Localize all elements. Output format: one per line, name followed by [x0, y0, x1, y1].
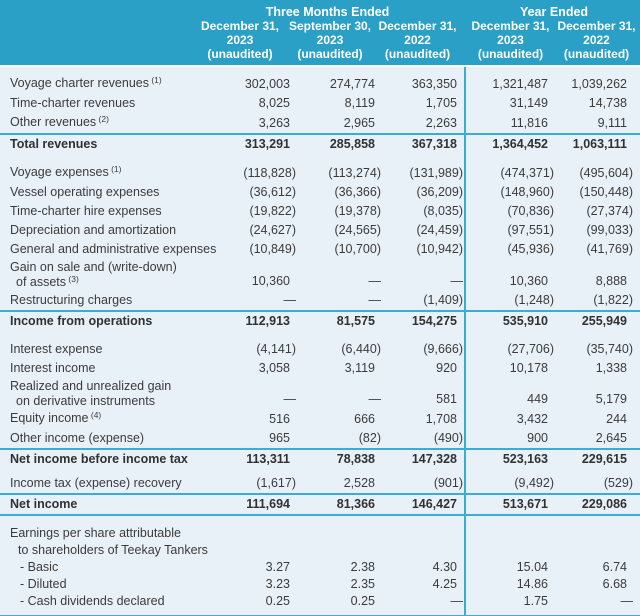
table-row-interest-income: [0, 359, 640, 378]
value-cell: —: [283, 293, 296, 307]
value-cell: 15.04: [516, 560, 548, 574]
row-spacer: [0, 331, 640, 340]
footnote-marker: (1): [108, 163, 122, 174]
footnote-marker: (1): [148, 74, 162, 85]
value-cell: (19,378): [334, 204, 381, 218]
table-row-time-charter-revenues: [0, 94, 640, 113]
value-cell: 2.38: [350, 560, 375, 574]
value-cell: 363,350: [411, 77, 457, 91]
value-cell: 3,432: [516, 412, 548, 426]
value-cell: (113,274): [328, 166, 381, 180]
row-label: Interest expense: [10, 342, 103, 356]
row-label: Income from operations: [10, 314, 153, 328]
value-cell: 8,888: [595, 274, 627, 288]
value-cell: 3.27: [265, 560, 290, 574]
value-cell: (1,617): [256, 476, 296, 490]
column-group-three-months-ended: Three Months Ended: [265, 5, 390, 19]
value-cell: 2,263: [425, 116, 457, 130]
value-cell: 244: [606, 412, 627, 426]
value-cell: 5,179: [595, 392, 627, 406]
value-cell: (19,822): [249, 204, 296, 218]
row-label: Voyage expenses $^{(1)}$: [10, 163, 122, 179]
row-spacer: [0, 516, 640, 525]
table-row-eps-diluted: [0, 576, 640, 593]
value-cell: 2,645: [595, 431, 627, 445]
value-cell: 965: [269, 431, 290, 445]
value-cell: 666: [354, 412, 375, 426]
value-cell: 1.75: [523, 594, 548, 608]
value-cell: (4,141): [256, 342, 296, 356]
value-cell: 1,321,487: [492, 77, 548, 91]
row-label: Voyage charter revenues $^{(1)}$: [10, 74, 162, 90]
table-row-realized-unrealized-gain-derivative-instruments: [0, 378, 640, 409]
value-cell: (27,706): [507, 342, 554, 356]
table-row-gain-on-sale-write-down-of-assets: [0, 259, 640, 291]
value-cell: 255,949: [581, 314, 627, 328]
value-cell: (529): [603, 476, 633, 490]
table-row-cash-dividends-declared: [0, 593, 640, 610]
row-label: General and administrative expenses: [10, 242, 217, 256]
table-row-interest-expense: [0, 340, 640, 359]
row-label: Vessel operating expenses: [10, 185, 160, 199]
footnote-marker: (4): [88, 409, 102, 420]
value-cell: —: [368, 293, 381, 307]
value-cell: —: [450, 594, 463, 608]
value-cell: —: [450, 274, 463, 288]
row-label: Net income: [10, 497, 78, 511]
row-label: Total revenues: [10, 137, 98, 151]
table-header: [0, 0, 640, 67]
value-cell: (490): [433, 431, 463, 445]
table-row-vessel-operating-expenses: [0, 183, 640, 202]
value-cell: (99,033): [586, 223, 633, 237]
row-label: Realized and unrealized gain on derivative instruments: [10, 379, 172, 408]
value-cell: (9,666): [423, 342, 463, 356]
value-cell: 8,119: [344, 96, 375, 110]
column-header-dec-31-2022-q: December 31, 2022 (unaudited): [378, 19, 457, 61]
column-header-dec-31-2023-year: December 31, 2023 (unaudited): [471, 19, 550, 61]
value-cell: (36,366): [334, 185, 381, 199]
value-cell: 6.68: [602, 577, 627, 591]
horizontal-rule: [0, 514, 640, 516]
value-cell: (131,989): [409, 166, 463, 180]
value-cell: 229,086: [581, 497, 627, 511]
value-cell: (10,942): [416, 242, 463, 256]
value-cell: 1,039,262: [571, 77, 627, 91]
row-label: Gain on sale and (write-down) of assets $^{(3)}$: [10, 260, 177, 289]
value-cell: (901): [433, 476, 463, 490]
row-label: - Basic: [20, 560, 59, 574]
value-cell: 2.35: [350, 577, 375, 591]
table-row-time-charter-hire-expenses: [0, 202, 640, 221]
table-row-income-from-operations: [0, 312, 640, 331]
table-row-equity-income: [0, 409, 640, 429]
value-cell: (82): [358, 431, 381, 445]
row-label: Net income before income tax: [10, 452, 188, 466]
value-cell: 31,149: [509, 96, 548, 110]
value-cell: (41,769): [586, 242, 633, 256]
value-cell: 4.25: [432, 577, 457, 591]
table-row-eps-attributable-line2: [0, 542, 640, 559]
value-cell: 154,275: [411, 314, 457, 328]
value-cell: (150,448): [579, 185, 633, 199]
value-cell: 367,318: [411, 137, 457, 151]
value-cell: (35,740): [586, 342, 633, 356]
value-cell: 3,263: [258, 116, 290, 130]
value-cell: 449: [527, 392, 548, 406]
value-cell: 1,708: [425, 412, 457, 426]
value-cell: 513,671: [502, 497, 548, 511]
value-cell: (70,836): [507, 204, 554, 218]
table-row-other-revenues: [0, 113, 640, 133]
table-row-voyage-charter-revenues: [0, 74, 640, 94]
value-cell: (24,565): [334, 223, 381, 237]
value-cell: 147,328: [411, 452, 457, 466]
value-cell: 229,615: [581, 452, 627, 466]
value-cell: 14.86: [516, 577, 548, 591]
column-header-dec-31-2023-q: December 31, 2023 (unaudited): [200, 19, 280, 61]
value-cell: 0.25: [350, 594, 375, 608]
value-cell: 112,913: [245, 314, 290, 328]
value-cell: 1,063,111: [572, 137, 627, 151]
value-cell: (45,936): [507, 242, 554, 256]
value-cell: 313,291: [244, 137, 290, 151]
value-cell: 581: [436, 392, 457, 406]
row-label: Depreciation and amortization: [10, 223, 177, 237]
value-cell: 113,311: [246, 452, 290, 466]
value-cell: (1,409): [423, 293, 463, 307]
value-cell: (24,627): [249, 223, 296, 237]
value-cell: (36,209): [416, 185, 463, 199]
value-cell: 81,575: [336, 314, 375, 328]
value-cell: 9,111: [597, 116, 627, 130]
value-cell: 302,003: [244, 77, 290, 91]
value-cell: 2,965: [343, 116, 375, 130]
value-cell: (118,828): [243, 166, 296, 180]
value-cell: 6.74: [602, 560, 627, 574]
value-cell: (10,849): [249, 242, 296, 256]
value-cell: 10,360: [509, 274, 548, 288]
value-cell: (474,371): [500, 166, 554, 180]
row-label: Time-charter revenues: [10, 96, 136, 110]
value-cell: 146,427: [411, 497, 457, 511]
value-cell: 535,910: [502, 314, 548, 328]
value-cell: 111,694: [246, 497, 290, 511]
table-row-voyage-expenses: [0, 163, 640, 183]
row-label: Restructuring charges: [10, 293, 133, 307]
row-label: to shareholders of Teekay Tankers: [18, 543, 208, 557]
row-label: - Diluted: [20, 577, 67, 591]
row-label: Income tax (expense) recovery: [10, 476, 182, 490]
value-cell: (495,604): [579, 166, 633, 180]
value-cell: 81,366: [336, 497, 375, 511]
value-cell: 900: [527, 431, 548, 445]
value-cell: (10,700): [334, 242, 381, 256]
value-cell: 516: [269, 412, 290, 426]
value-cell: (1,248): [514, 293, 554, 307]
value-cell: 523,163: [502, 452, 548, 466]
value-cell: —: [620, 594, 633, 608]
value-cell: (27,374): [586, 204, 633, 218]
table-row-net-income: [0, 495, 640, 514]
table-row-other-income-expense: [0, 429, 640, 448]
table-row-restructuring-charges: [0, 291, 640, 310]
value-cell: 14,738: [588, 96, 627, 110]
value-cell: 3,119: [344, 361, 375, 375]
row-label: Other income (expense): [10, 431, 145, 445]
footnote-marker: (2): [96, 113, 109, 124]
row-label: Interest income: [10, 361, 96, 375]
table-row-general-and-administrative-expenses: [0, 240, 640, 259]
value-cell: 11,816: [510, 116, 548, 130]
value-cell: (24,459): [416, 223, 463, 237]
table-body: [0, 67, 640, 615]
column-header-sep-30-2023-q: September 30, 2023 (unaudited): [288, 19, 372, 61]
table-row-income-tax-expense-recovery: [0, 474, 640, 493]
value-cell: 10,360: [251, 274, 290, 288]
value-cell: 274,774: [329, 77, 375, 91]
value-cell: (148,960): [500, 185, 554, 199]
row-label: Earnings per share attributable: [10, 526, 181, 540]
table-row-eps-attributable-line1: [0, 525, 640, 542]
value-cell: 3.23: [265, 577, 290, 591]
value-cell: 1,705: [425, 96, 457, 110]
value-cell: 920: [436, 361, 457, 375]
column-header-dec-31-2022-year: December 31, 2022 (unaudited): [557, 19, 636, 61]
table-row-total-revenues: [0, 135, 640, 154]
row-label: Other revenues $^{(2)}$: [10, 113, 109, 129]
value-cell: (97,551): [507, 223, 554, 237]
value-cell: 285,858: [329, 137, 375, 151]
row-label: Time-charter hire expenses: [10, 204, 162, 218]
table-row-eps-basic: [0, 559, 640, 576]
value-cell: 8,025: [258, 96, 290, 110]
row-spacer: [0, 154, 640, 163]
value-cell: 1,338: [595, 361, 627, 375]
value-cell: (36,612): [249, 185, 296, 199]
value-cell: (1,822): [593, 293, 633, 307]
value-cell: 3,058: [258, 361, 290, 375]
footnote-marker: (3): [66, 273, 79, 284]
value-cell: (8,035): [423, 204, 463, 218]
table-row-depreciation-and-amortization: [0, 221, 640, 240]
table-row-net-income-before-income-tax: [0, 450, 640, 469]
value-cell: —: [368, 274, 381, 288]
row-label: Equity income $^{(4)}$: [10, 409, 102, 425]
value-cell: (6,440): [341, 342, 381, 356]
value-cell: 10,178: [509, 361, 548, 375]
value-cell: (9,492): [514, 476, 554, 490]
value-cell: 1,364,452: [492, 137, 548, 151]
value-cell: 4.30: [432, 560, 457, 574]
value-cell: 0.25: [265, 594, 290, 608]
column-group-year-ended: Year Ended: [519, 5, 589, 19]
value-cell: 78,838: [336, 452, 375, 466]
value-cell: —: [283, 392, 296, 406]
value-cell: —: [368, 392, 381, 406]
row-label: - Cash dividends declared: [20, 594, 165, 608]
value-cell: 2,528: [343, 476, 375, 490]
